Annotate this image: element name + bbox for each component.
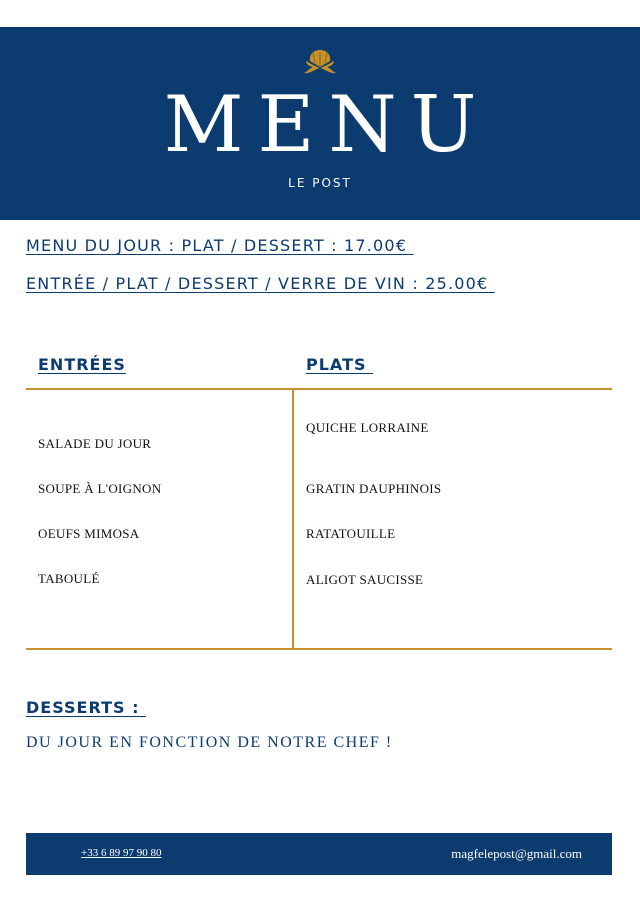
shell-icon	[300, 48, 340, 80]
entrees-heading: ENTRÉES	[38, 355, 126, 374]
phone-link[interactable]: +33 6 89 97 90 80	[81, 847, 162, 859]
entree-item: SOUPE À L'OIGNON	[38, 481, 162, 496]
menu-title: MENU	[163, 80, 491, 170]
plat-item: ALIGOT SAUCISSE	[306, 572, 424, 587]
table-top-rule	[26, 388, 612, 390]
entree-item: OEUFS MIMOSA	[38, 526, 140, 541]
restaurant-name: LE POST	[288, 176, 352, 190]
email-address[interactable]: magfelepost@gmail.com	[451, 846, 582, 861]
entree-item: SALADE DU JOUR	[38, 436, 152, 451]
desserts-description: DU JOUR EN FONCTION DE NOTRE CHEF !	[26, 734, 393, 751]
offer-full-menu: ENTRÉE / PLAT / DESSERT / VERRE DE VIN : 25.00€	[26, 274, 495, 293]
plat-item: QUICHE LORRAINE	[306, 420, 429, 435]
contact-footer	[26, 833, 612, 875]
plat-item: GRATIN DAUPHINOIS	[306, 481, 442, 496]
entree-item: TABOULÉ	[38, 571, 100, 586]
column-divider	[292, 389, 294, 649]
table-bottom-rule	[26, 648, 612, 650]
plats-heading: PLATS	[306, 355, 374, 374]
plat-item: RATATOUILLE	[306, 526, 396, 541]
desserts-heading: DESSERTS :	[26, 698, 147, 717]
offer-menu-du-jour: MENU DU JOUR : PLAT / DESSERT : 17.00€	[26, 236, 414, 255]
